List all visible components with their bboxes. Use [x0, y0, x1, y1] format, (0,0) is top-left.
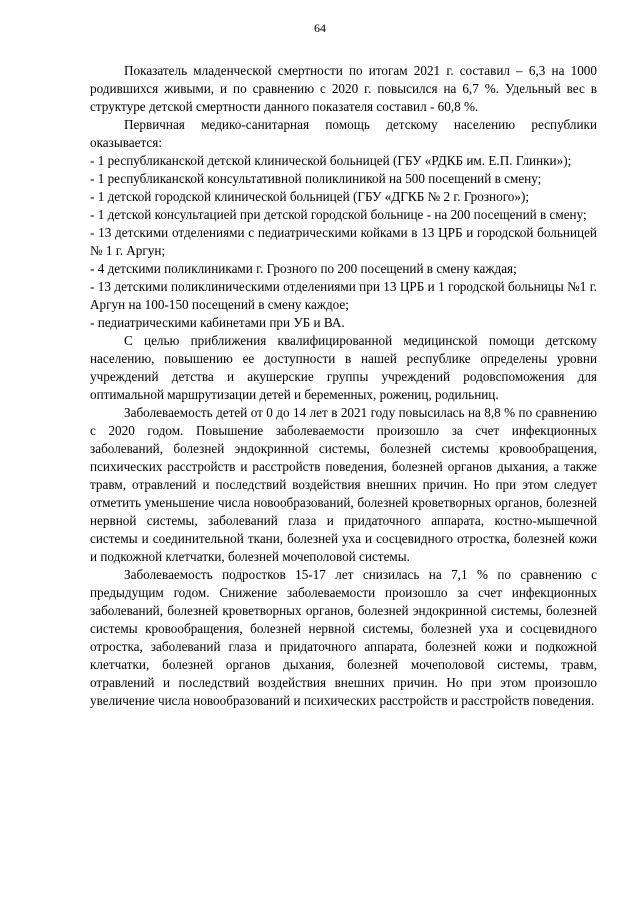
list-item: - 1 детской консультацией при детской городской больнице - на 200 посещений в смену;: [90, 207, 587, 222]
list-item: - 4 детскими поликлиниками г. Грозного по 200 посещений в смену каждая;: [90, 261, 517, 276]
list-item: - 1 детской городской клинической больницей (ГБУ «ДГКБ № 2 г. Грозного»);: [90, 189, 530, 204]
list-item: - 1 республиканской консультативной поликлиникой на 500 посещений в смену;: [90, 171, 542, 186]
list-item: - педиатрическими кабинетами при УБ и ВА.: [90, 315, 345, 330]
page-number: 64: [314, 21, 326, 35]
paragraph-child-morbidity: Заболеваемость детей от 0 до 14 лет в 2021 году повысилась на 8,8 % по сравнению с 2020 годом. Повышение заболеваемости произошло за счет инфекционных заболеваний, болезней эндокринной системы, болезней системы кровообращения, психических расстройств и расстройств поведения, болезней органов дыхания, а также травм, отравлений и последствий воздействия внешних причин. Но при этом следует отметить уменьшение числа новообразований, болезней кроветворных органов, болезней нервной системы, заболеваний глаза и придаточного аппарата, костно-мышечной системы и соединительной ткани, болезней уха и сосцевидного отростка, болезней кожи и подкожной клетчатки, болезней мочеполовой системы.: [90, 405, 597, 564]
list-item: - 13 детскими отделениями с педиатрическими койками в 13 ЦРБ и городской больницей № 1 г. Аргун;: [90, 225, 597, 258]
paragraph-infant-mortality: Показатель младенческой смертности по итогам 2021 г. составил – 6,3 на 1000 родившихся живыми, и по сравнению с 2020 г. повысился на 6,7 %. Удельный вес в структуре детской смертности данного показателя составил - 60,8 %.: [90, 63, 597, 114]
list-item: - 13 детскими поликлиническими отделениями при 13 ЦРБ и 1 городской больницы №1 г. Аргун на 100-150 посещений в смену каждое;: [90, 279, 597, 312]
list-item: - 1 республиканской детской клинической больницей (ГБУ «РДКБ им. Е.П. Глинки»);: [90, 153, 572, 168]
paragraph-primary-care-intro: Первичная медико-санитарная помощь детскому населению республики оказывается:: [90, 117, 597, 150]
paragraph-care-levels: С целью приближения квалифицированной медицинской помощи детскому населению, повышению ее доступности в нашей республике определены уровни учреждений детства и акушерские группы учреждений родовспоможения для оптимальной маршрутизации детей и беременных, рожениц, родильниц.: [90, 333, 597, 402]
paragraph-adolescent-morbidity: Заболеваемость подростков 15-17 лет снизилась на 7,1 % по сравнению с предыдущим годом. Снижение заболеваемости произошло за счет инфекционных заболеваний, болезней кроветворных органов, болезней эндокринной системы, болезней системы кровообращения, болезней нервной системы, болезней уха и сосцевидного отростка, заболеваний глаза и придаточного аппарата, болезней кожи и подкожной клетчатки, болезней органов дыхания, болезней мочеполовой системы, травм, отравлений и последствий воздействия внешних причин. Но при этом произошло увеличение числа новообразований и психических расстройств и расстройств поведения.: [90, 567, 597, 708]
document-body: [90, 62, 597, 710]
